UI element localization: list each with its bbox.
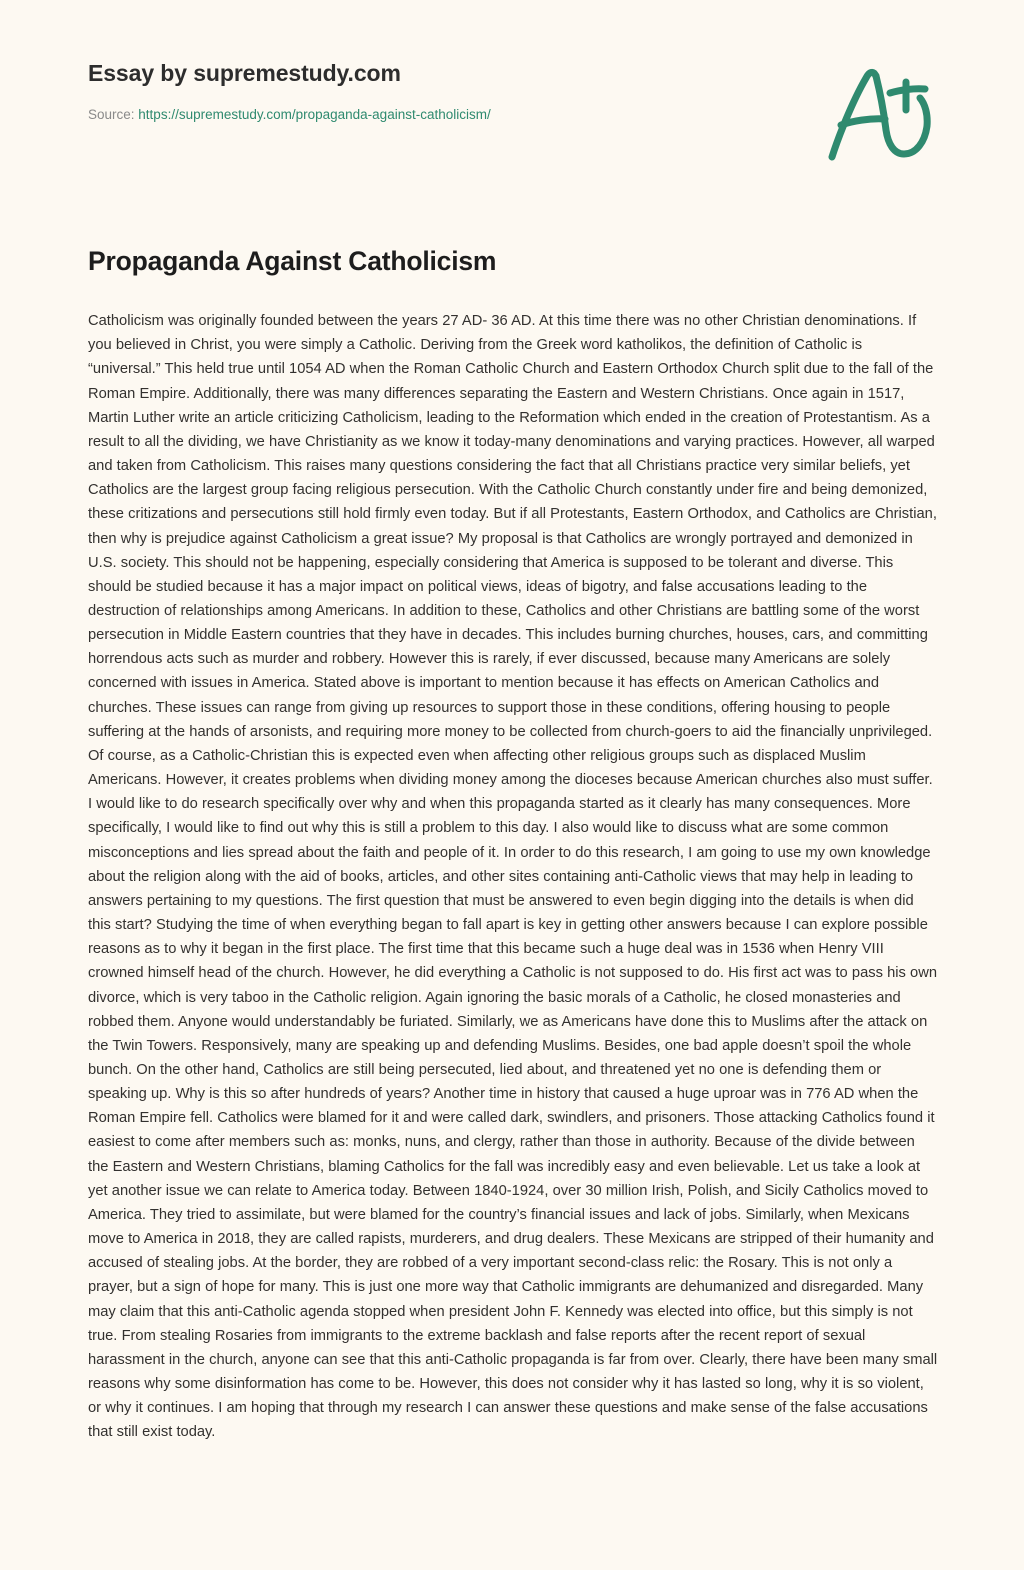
a-plus-logo-icon: [822, 62, 952, 167]
article-container: [88, 245, 938, 1444]
source-url-link[interactable]: https://supremestudy.com/propaganda-against-catholicism/: [138, 106, 491, 122]
source-line: [88, 106, 936, 124]
article-body: Catholicism was originally founded between the years 27 AD- 36 AD. At this time there was no other Christian denominations. If you believed in Christ, you were simply a Catholic. Deriving from the Greek word katholikos, the definition of Catholic is “universal.” This held true until 1054 AD when the Roman Catholic Church and Eastern Orthodox Church split due to the fall of the Roman Empire. Additionally, there was many differences separating the Eastern and Western Christians. Once again in 1517, Martin Luther write an article criticizing Catholicism, leading to the Reformation which ended in the creation of Protestantism. As a result to all the dividing, we have Christianity as we know it today-many denominations and varying practices. However, all warped and taken from Catholicism. This raises many questions considering the fact that all Christians practice very similar beliefs, yet Catholics are the largest group facing religious persecution. With the Catholic Church constantly under fire and being demonized, these critizations and persecutions still hold firmly even today. But if all Protestants, Eastern Orthodox, and Catholics are Christian, then why is prejudice against Catholicism a great issue? My proposal is that Catholics are wrongly portrayed and demonized in U.S. society. This should not be happening, especially considering that America is supposed to be tolerant and diverse. This should be studied because it has a major impact on political views, ideas of bigotry, and false accusations leading to the destruction of relationships among Americans. In addition to these, Catholics and other Christians are battling some of the worst persecution in Middle Eastern countries that they have in decades. This includes burning churches, houses, cars, and committing horrendous acts such as murder and robbery. However this is rarely, if ever discussed, because many Americans are solely concerned with issues in America. Stated above is important to mention because it has effects on American Catholics and churches. These issues can range from giving up resources to support those in these conditions, offering housing to people suffering at the hands of arsonists, and requiring more money to be collected from church-goers to aid the financially unprivileged. Of course, as a Catholic-Christian this is expected even when affecting other religious groups such as displaced Muslim Americans. However, it creates problems when dividing money among the dioceses because American churches also must suffer. I would like to do research specifically over why and when this propaganda started as it clearly has many consequences. More specifically, I would like to find out why this is still a problem to this day. I also would like to discuss what are some common misconceptions and lies spread about the faith and people of it. In order to do this research, I am going to use my own knowledge about the religion along with the aid of books, articles, and other sites containing anti-Catholic views that may help in leading to answers pertaining to my questions. The first question that must be answered to even begin digging into the details is when did this start? Studying the time of when everything began to fall apart is key in getting other answers because I can explore possible reasons as to why it began in the first place. The first time that this became such a huge deal was in 1536 when Henry VIII crowned himself head of the church. However, he did everything a Catholic is not supposed to do. His first act was to pass his own divorce, which is very taboo in the Catholic religion. Again ignoring the basic morals of a Catholic, he closed monasteries and robbed them. Anyone would understandably be furiated. Similarly, we as Americans have done this to Muslims after the attack on the Twin Towers. Responsively, many are speaking up and defending Muslims. Besides, one bad apple doesn’t spoil the whole bunch. On the other hand, Catholics are still being persecuted, lied about, and threatened yet no one is defending them or speaking up. Why is this so after hundreds of years? Another time in history that caused a huge uproar was in 776 AD when the Roman Empire fell. Catholics were blamed for it and were called dark, swindlers, and prisoners. Those attacking Catholics found it easiest to come after members such as: monks, nuns, and clergy, rather than those in authority. Because of the divide between the Eastern and Western Christians, blaming Catholics for the fall was incredibly easy and even believable. Let us take a look at yet another issue we can relate to America today. Between 1840-1924, over 30 million Irish, Polish, and Sicily Catholics moved to America. They tried to assimilate, but were blamed for the country’s financial issues and lack of jobs. Similarly, when Mexicans move to America in 2018, they are called rapists, murderers, and drug dealers. These Mexicans are stripped of their humanity and accused of stealing jobs. At the border, they are robbed of a very important second-class relic: the Rosary. This is not only a prayer, but a sign of hope for many. This is just one more way that Catholic immigrants are dehumanized and disregarded. Many may claim that this anti-Catholic agenda stopped when president John F. Kennedy was elected into office, but this simply is not true. From stealing Rosaries from immigrants to the extreme backlash and false reports after the recent report of sexual harassment in the church, anyone can see that this anti-Catholic propaganda is far from over. Clearly, there have been many small reasons why some disinformation has come to be. However, this does not consider why it has lasted so long, why it is so violent, or why it continues. I am hoping that through my research I can answer these questions and make sense of the false accusations that still exist today.: [88, 313, 938, 1441]
page-title: Propaganda Against Catholicism: [88, 246, 497, 276]
site-title: Essay by supremestudy.com: [88, 60, 401, 86]
source-label: Source:: [88, 106, 135, 122]
page-header: [88, 60, 936, 123]
